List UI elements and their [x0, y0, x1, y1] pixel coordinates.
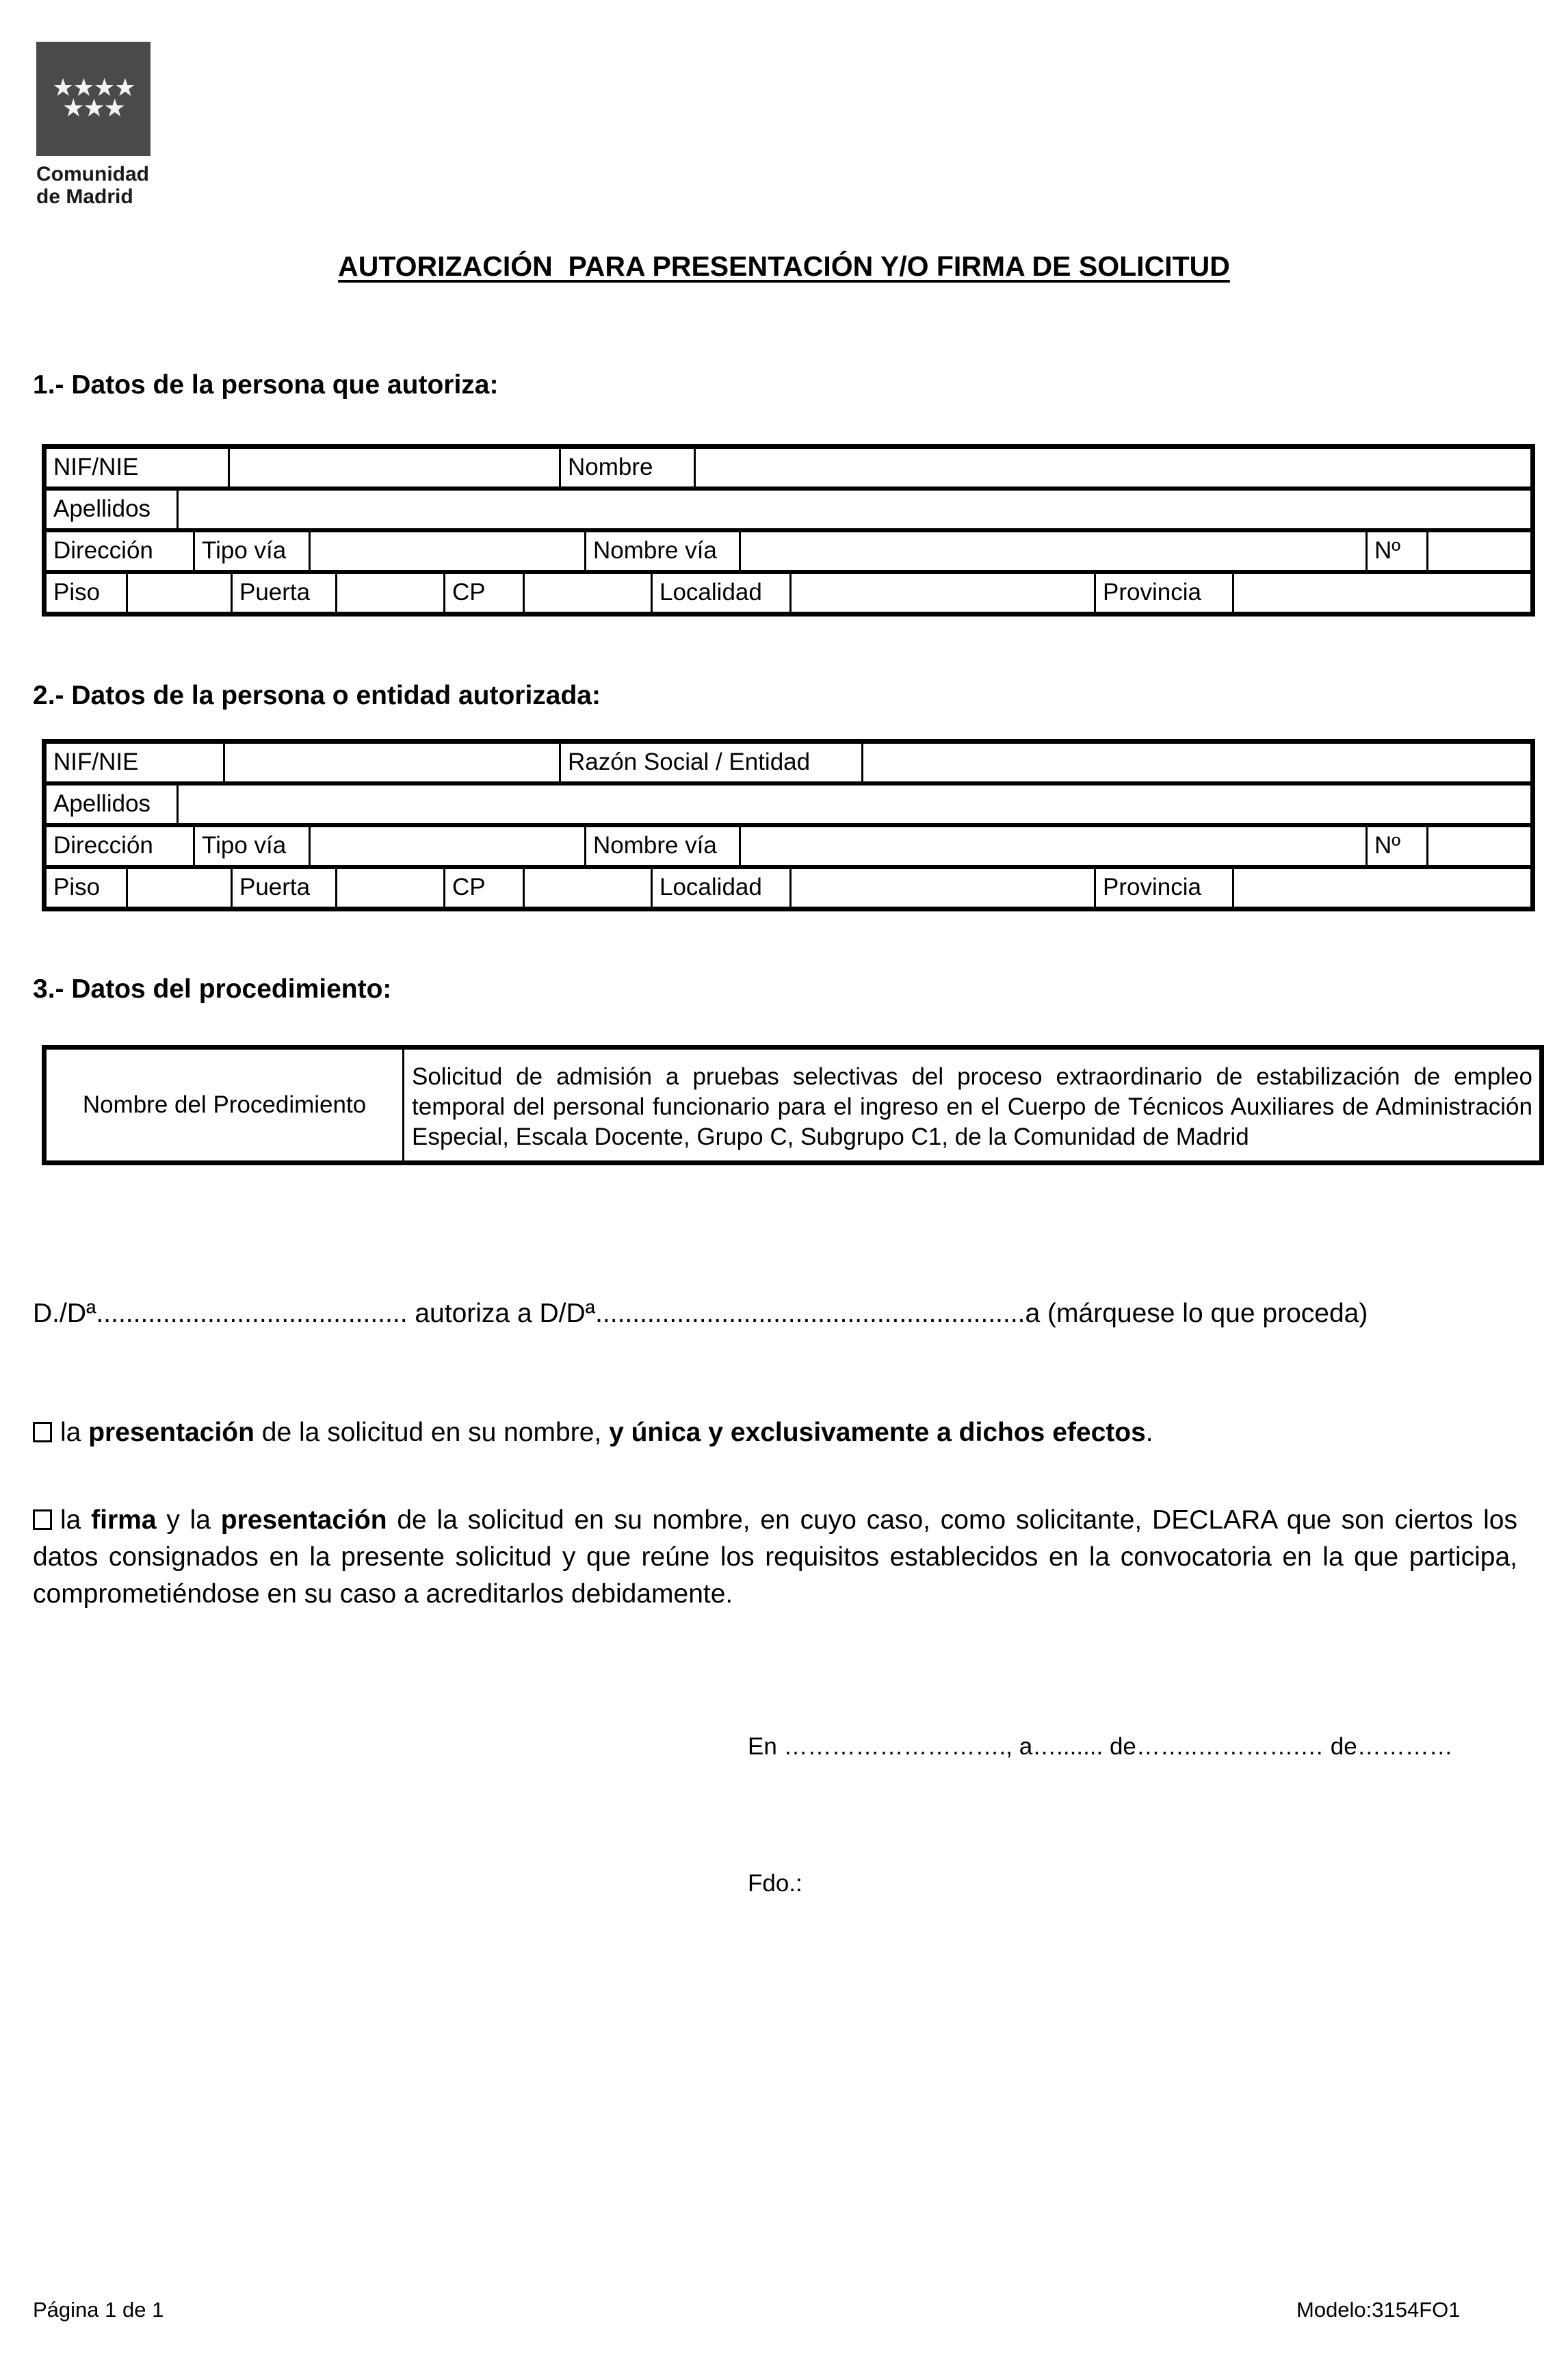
- section-1-heading: 1.- Datos de la persona que autoriza:: [33, 370, 499, 400]
- authorized-form: [42, 739, 1535, 911]
- option2-text: la: [60, 1505, 92, 1535]
- option1-text: la: [60, 1418, 89, 1447]
- logo-line-2: de Madrid: [36, 185, 133, 208]
- authorizer-tipo-via-field[interactable]: [311, 532, 586, 570]
- authorization-statement: D./Dª.......................................... autoriza a D/Dª..........................................................a (márquese lo que proceda): [33, 1299, 1368, 1328]
- signature-label: Fdo.:: [748, 1870, 802, 1897]
- authorized-numero-field[interactable]: [1428, 827, 1530, 865]
- authorized-localidad-field[interactable]: [792, 869, 1096, 907]
- label-nif: NIF/NIE: [47, 744, 225, 781]
- authorizer-apellidos-field[interactable]: [179, 491, 1530, 528]
- row-nif-nombre: [47, 449, 1530, 491]
- authorizer-form: [42, 444, 1535, 617]
- stars-icon: ★★★★ ★★★: [51, 73, 135, 122]
- logo-text: [36, 163, 149, 208]
- signature-presentation-checkbox[interactable]: [33, 1509, 52, 1530]
- label-direccion: Dirección: [47, 532, 195, 570]
- option-signature-presentation: [33, 1502, 1517, 1613]
- label-localidad: Localidad: [653, 574, 792, 612]
- label-provincia: Provincia: [1096, 869, 1234, 907]
- row-piso: [47, 869, 1530, 907]
- row-nif-razon-social: [47, 744, 1530, 786]
- row-apellidos: [47, 786, 1530, 827]
- place-date-line: En ………………………., a…....... de……..………….… de…………: [748, 1733, 1453, 1760]
- authorized-puerta-field[interactable]: [337, 869, 445, 907]
- label-numero: Nº: [1368, 827, 1428, 865]
- document-title: AUTORIZACIÓN PARA PRESENTACIÓN Y/O FIRMA DE SOLICITUD: [338, 250, 1230, 282]
- authorizer-numero-field[interactable]: [1428, 532, 1530, 570]
- authorizer-provincia-field[interactable]: [1234, 574, 1530, 612]
- procedure-name-label: Nombre del Procedimiento: [47, 1050, 404, 1160]
- procedure-table: [42, 1045, 1544, 1165]
- label-puerta: Puerta: [233, 869, 337, 907]
- option2-text: y la: [156, 1505, 221, 1535]
- authorized-apellidos-field[interactable]: [179, 786, 1530, 823]
- label-apellidos: Apellidos: [47, 786, 179, 823]
- authorizer-localidad-field[interactable]: [792, 574, 1096, 612]
- authorized-nombre-via-field[interactable]: [741, 827, 1368, 865]
- label-numero: Nº: [1368, 532, 1428, 570]
- authorizer-piso-field[interactable]: [128, 574, 233, 612]
- row-apellidos: [47, 491, 1530, 532]
- label-piso: Piso: [47, 869, 128, 907]
- section-3-heading: 3.- Datos del procedimiento:: [33, 974, 392, 1004]
- label-provincia: Provincia: [1096, 574, 1234, 612]
- authorized-cp-field[interactable]: [525, 869, 653, 907]
- label-direccion: Dirección: [47, 827, 195, 865]
- option2-text: de la solicitud en su nombre, en cuyo caso, como solicitante, DECLARA que son ciertos los datos consignados en la presente solicitud y que reúne los requisitos establecidos en la convocatoria en la que participa, comprometiéndose en su caso a acreditarlos debidamente.: [33, 1505, 1517, 1609]
- page-number: Página 1 de 1: [33, 2298, 164, 2322]
- label-nombre: Nombre: [561, 449, 696, 486]
- authorizer-cp-field[interactable]: [525, 574, 653, 612]
- option1-bold-presentacion: presentación: [88, 1418, 254, 1447]
- section-2-heading: 2.- Datos de la persona o entidad autorizada:: [33, 681, 601, 710]
- option1-text: de la solicitud en su nombre,: [254, 1418, 610, 1447]
- option1-text: .: [1145, 1418, 1153, 1447]
- option1-bold-exclusive: y única y exclusivamente a dichos efectos: [609, 1418, 1146, 1447]
- label-nombre-via: Nombre vía: [586, 532, 741, 570]
- option-presentation: [33, 1414, 1517, 1451]
- label-tipo-via: Tipo vía: [195, 532, 311, 570]
- authorized-razon-social-field[interactable]: [863, 744, 1530, 781]
- label-razon-social: Razón Social / Entidad: [561, 744, 863, 781]
- row-direccion: [47, 827, 1530, 869]
- authorized-piso-field[interactable]: [128, 869, 233, 907]
- model-number: Modelo:3154FO1: [1296, 2298, 1461, 2322]
- authorized-provincia-field[interactable]: [1234, 869, 1530, 907]
- row-piso: [47, 574, 1530, 612]
- label-tipo-via: Tipo vía: [195, 827, 311, 865]
- presentation-checkbox[interactable]: [33, 1422, 52, 1442]
- label-apellidos: Apellidos: [47, 491, 179, 528]
- authorizer-puerta-field[interactable]: [337, 574, 445, 612]
- label-cp: CP: [445, 869, 525, 907]
- option2-bold-firma: firma: [91, 1505, 157, 1535]
- row-direccion: [47, 532, 1530, 574]
- label-nombre-via: Nombre vía: [586, 827, 741, 865]
- comunidad-de-madrid-logo: [36, 42, 151, 156]
- option2-bold-presentacion: presentación: [220, 1505, 387, 1535]
- authorizer-nombre-field[interactable]: [696, 449, 1530, 486]
- logo-line-1: Comunidad: [36, 163, 149, 185]
- authorizer-nombre-via-field[interactable]: [741, 532, 1368, 570]
- label-piso: Piso: [47, 574, 128, 612]
- authorizer-nif-field[interactable]: [230, 449, 561, 486]
- authorized-nif-field[interactable]: [225, 744, 561, 781]
- procedure-name-value: Solicitud de admisión a pruebas selectivas del proceso extraordinario de estabilización de empleo temporal del personal funcionario para el ingreso en el Cuerpo de Técnicos Auxiliares de Administración Especial, Escala Docente, Grupo C, Subgrupo C1, de la Comunidad de Madrid: [412, 1063, 1532, 1150]
- label-cp: CP: [445, 574, 525, 612]
- label-localidad: Localidad: [653, 869, 792, 907]
- authorized-tipo-via-field[interactable]: [311, 827, 586, 865]
- label-nif: NIF/NIE: [47, 449, 230, 486]
- label-puerta: Puerta: [233, 574, 337, 612]
